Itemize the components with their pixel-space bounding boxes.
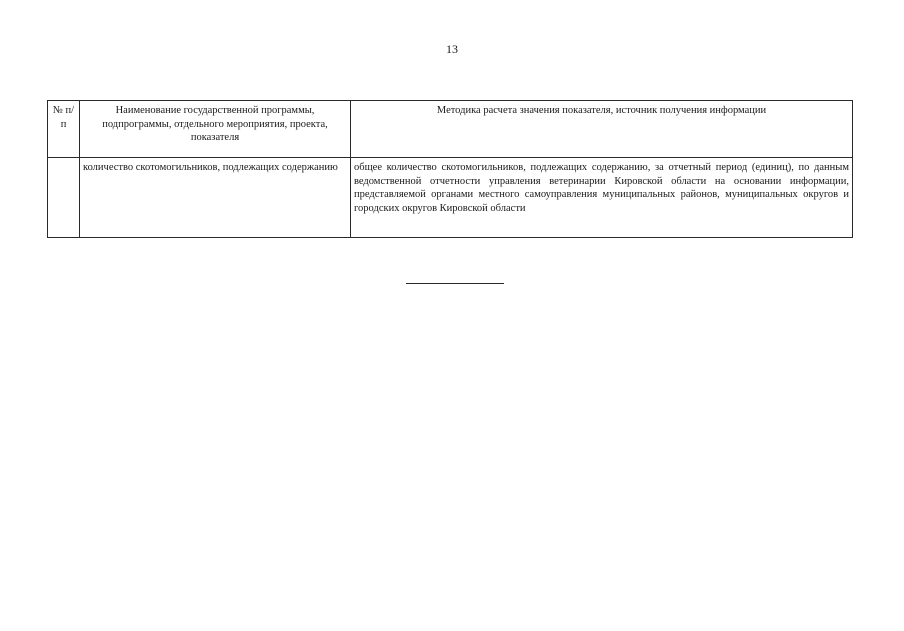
page-number: 13 <box>446 42 458 56</box>
indicator-table <box>47 100 853 238</box>
row-num-cell <box>48 158 80 238</box>
end-divider-line <box>406 283 504 284</box>
table-row <box>48 158 853 238</box>
row-method-cell: общее количество скотомогильников, подлежащих содержанию, за отчетный период (единиц), по данным ведомственной отчетности управления ветеринарии Кировской области на основании информации, представляемой органами местного самоуправления муниципальных районов, муниципальных округов и городских округов Кировской области <box>351 158 853 238</box>
row-name-cell: количество скотомогильников, подлежащих содержанию <box>80 158 351 238</box>
header-name: Наименование государственной программы, подпрограммы, отдельного мероприятия, проекта, показателя <box>80 101 351 158</box>
table-header-row <box>48 101 853 158</box>
header-num: № п/п <box>48 101 80 158</box>
header-method: Методика расчета значения показателя, источник получения информации <box>351 101 853 158</box>
